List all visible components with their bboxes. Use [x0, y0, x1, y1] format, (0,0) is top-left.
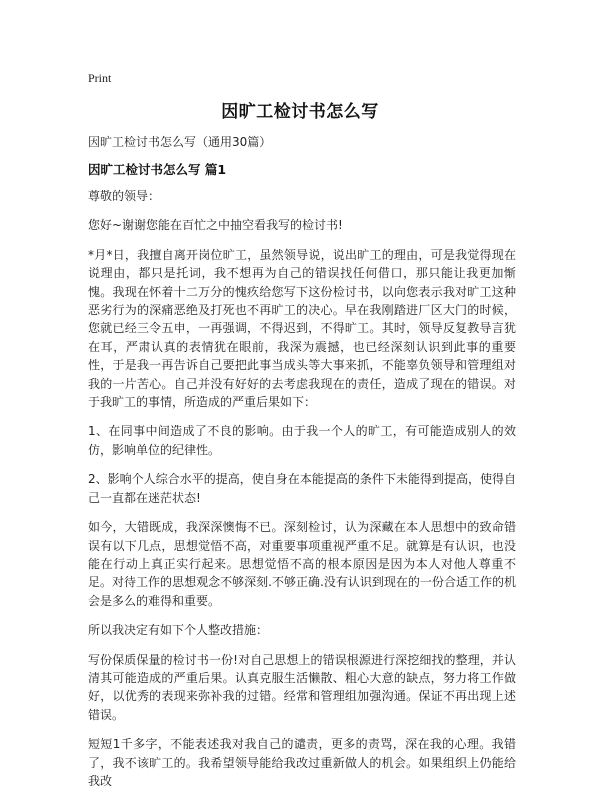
body-paragraph: *月*日，我擅自离开岗位旷工，虽然领导说，说出旷工的理由，可是我觉得现在说理由，都只是托词，我不想再为自己的错误找任何借口，那只能让我更加惭愧。我现在怀着十二万分的愧疚给您写下这份检讨书，以向您表示我对旷工这种恶劣行为的深痛恶绝及打死也不再旷工的决心。早在我刚踏进厂区大门的时候，您就已经三令五申，一再强调，不得迟到，不得旷工。其时，领导反复教导言犹在耳，严肃认真的表情犹在眼前，我深为震撼，也已经深刻认识到此事的重要性，于是我一再告诉自己要把此事当成头等大事来抓，不能辜负领导和管理组对我的一片苦心。自己并没有好好的去考虑我现在的责任，造成了现在的错误。对于我旷工的事情，所造成的严重后果如下：	[88, 247, 516, 410]
document-subtitle: 因旷工检讨书怎么写（通用30篇）	[88, 135, 272, 149]
print-label[interactable]: Print	[88, 71, 112, 85]
document-title: 因旷工检讨书怎么写	[221, 102, 379, 122]
greeting-paragraph: 您好~谢谢您能在百忙之中抽空看我写的检讨书!	[88, 218, 343, 233]
body-paragraph: 写份保质保量的检讨书一份!对自己思想上的错误根源进行深挖细找的整理，并认清其可能造成的严重后果。认真克服生活懒散、粗心大意的缺点，努力将工作做好，以优秀的表现来弥补我的过错。经常和管理组加强沟通。保证不再出现上述错误。	[88, 652, 516, 722]
consequence-item-1: 1、在同事中间造成了不良的影响。由于我一个人的旷工，有可能造成别人的效仿，影响单位的纪律性。	[88, 424, 516, 457]
body-paragraph: 如今，大错既成，我深深懊悔不已。深刻检讨，认为深藏在本人思想中的致命错误有以下几点，思想觉悟不高，对重要事项重视严重不足。就算是有认识，也没能在行动上真正实行起来。思想觉悟不高的根本原因是因为本人对他人尊重不足。对待工作的思想观念不够深刻.不够正确.没有认识到现在的一份合适工作的机会是多么的难得和重要。	[88, 520, 516, 608]
consequence-item-2: 2、影响个人综合水平的提高，使自身在本能提高的条件下未能得到提高，使得自己一直都在迷茫状态!	[88, 472, 516, 505]
salutation: 尊敬的领导：	[88, 189, 161, 203]
body-paragraph: 短短1千多字，不能表述我对我自己的谴责，更多的责骂，深在我的心理。我错了，我不该旷工的。我希望领导能给我改过重新做人的机会。如果组织上仍能给我改	[88, 737, 516, 788]
measures-intro: 所以我决定有如下个人整改措施：	[88, 623, 269, 638]
section-heading: 因旷工检讨书怎么写 篇1	[88, 162, 227, 177]
document-body	[88, 187, 516, 801]
